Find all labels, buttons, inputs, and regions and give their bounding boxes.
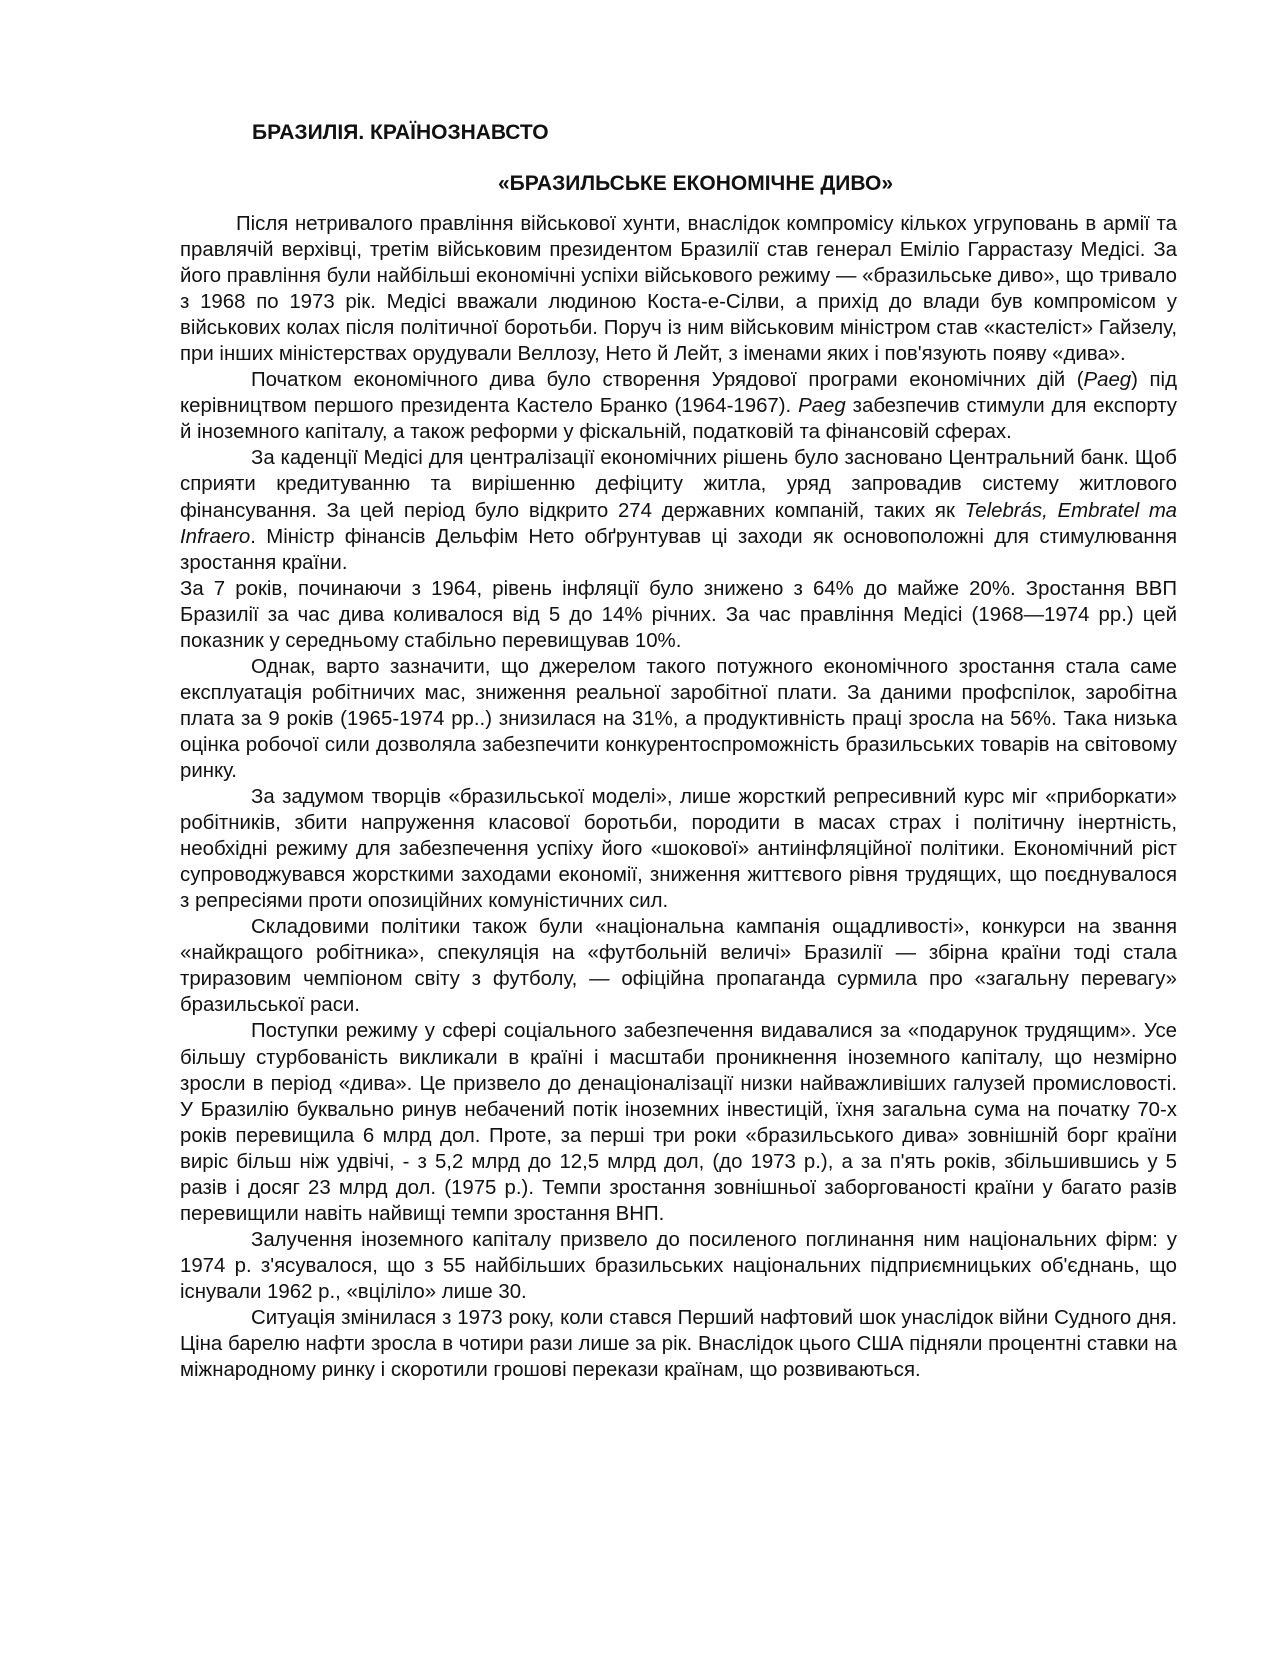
paragraph-2 — [180, 367, 1177, 445]
document-section-heading: БРАЗИЛІЯ. КРАЇНОЗНАВСТО — [252, 121, 549, 144]
paragraph-3 — [180, 445, 1177, 575]
paragraph-2-text-2: ) під керівництвом першого президента Кастело Бранко (1964-1967). — [180, 369, 1177, 418]
document-body — [180, 211, 1177, 1383]
paragraph-5: Однак, варто зазначити, що джерелом такого потужного економічного зростання стала саме експлуатація робітничих мас, зниження реальної заробітної плати. За даними профспілок, заробітна плата за 9 років (1965-1974 рр..) знизилася на 31%, а продуктивність праці зросла на 56%. Така низька оцінка робочої сили дозволяла забезпечити конкурентоспроможність бразильських товарів на світовому ринку. — [180, 655, 1177, 782]
paragraph-2-italic-2: Paeg — [798, 395, 846, 418]
paragraph-3-text-2: . Міністр фінансів Дельфім Нето обґрунтував ці заходи як основоположні для стимулювання зростання країни. — [180, 525, 1177, 574]
paragraph-3-italic-1: Telebrás, Embratel та Infraero — [180, 499, 1177, 548]
paragraph-3-text-1: За каденції Медісі для централізації економічних рішень було засновано Центральний банк. Щоб сприяти кредитуванню та вирішенню дефіциту житла, уряд запровадив систему житлового фінансування. За цей період було відкрито 274 державних компаній, таких як — [180, 447, 1177, 522]
paragraph-9: Залучення іноземного капіталу призвело до посиленого поглинання ним національних фірм: у 1974 р. з'ясувалося, що з 55 найбільших бразильських національних підприємницьких об'єднань, що існували 1962 р., «вціліло» лише 30. — [180, 1228, 1177, 1303]
paragraph-7: Складовими політики також були «національна кампанія ощадливості», конкурси на звання «найкращого робітника», спекуляція на «футбольній величі» Бразилії — збірна країни тоді стала триразовим чемпіоном світу з футболу, — офіційна пропаганда сурмила про «загальну перевагу» бразильської раси. — [180, 916, 1177, 1017]
paragraph-4: За 7 років, починаючи з 1964, рівень інфляції було знижено з 64% до майже 20%. Зростання ВВП Бразилії за час дива коливалося від 5 до 14% річних. За час правління Медісі (1968—1974 рр.) цей показник у середньому стабільно перевищував 10%. — [180, 577, 1177, 652]
paragraph-2-text-3: забезпечив стимули для експорту й іноземного капіталу, а також реформи у фіскальній, податковій та фінансовій сферах. — [180, 395, 1177, 444]
paragraph-10: Ситуація змінилася з 1973 року, коли стався Перший нафтовий шок унаслідок війни Судного дня. Ціна барелю нафти зросла в чотири рази лише за рік. Внаслідок цього США підняли процентні ставки на міжнародному ринку і скоротили грошові перекази країнам, що розвиваються. — [180, 1306, 1177, 1382]
paragraph-2-text-1: Початком економічного дива було створення Урядової програми економічних дій ( — [251, 369, 1084, 392]
paragraph-8: Поступки режиму у сфері соціального забезпечення видавалися за «подарунок трудящим». Усе більшу стурбованість викликали в країні і масштаби проникнення іноземного капіталу, що незмірно зросли в період «дива». Це призвело до денаціоналізації низки найважливіших галузей промисловості. У Бразилію буквально ринув небачений потік іноземних інвестицій, їхня загальна сума на початку 70-х років перевищила 6 млрд дол. Проте, за перші три роки «бразильського дива» зовнішній борг країни виріс більш ніж удвічі, - з 5,2 млрд до 12,5 млрд дол, (до 1973 р.), а за п'ять років, збільшившись у 5 разів і досяг 23 млрд дол. (1975 р.). Темпи зростання зовнішньої заборгованості країни у багато разів перевищили навіть найвищі темпи зростання ВНП. — [180, 1020, 1177, 1225]
paragraph-1: Після нетривалого правління військової хунти, внаслідок компромісу кількох угруповань в армії та правлячій верхівці, третім військовим президентом Бразилії став генерал Еміліо Гаррастазу Медісі. За його правління були найбільші економічні успіхи військового режиму — «бразильське диво», що тривало з 1968 по 1973 рік. Медісі вважали людиною Коста-е-Сілви, а прихід до влади був компромісом у військових колах після політичної боротьби. Поруч із ним військовим міністром став «кастеліст» Гайзелу, при інших міністерствах орудували Веллозу, Нето й Лейт, з іменами яких і пов'язують появу «дива». — [180, 213, 1177, 366]
document-title: «БРАЗИЛЬСЬКЕ ЕКОНОМІЧНЕ ДИВО» — [498, 172, 894, 195]
paragraph-2-italic-1: Paeg — [1083, 369, 1132, 392]
paragraph-6: За задумом творців «бразильської моделі», лише жорсткий репресивний курс міг «приборкати» робітників, збити напруження класової боротьби, породити в масах страх і політичну інертність, необхідні режиму для забезпечення успіху його «шокової» антиінфляційної політики. Економічний ріст супроводжувався жорсткими заходами економії, зниження життєвого рівня трудящих, що поєднувалося з репресіями проти опозиційних комуністичних сил. — [180, 786, 1177, 913]
